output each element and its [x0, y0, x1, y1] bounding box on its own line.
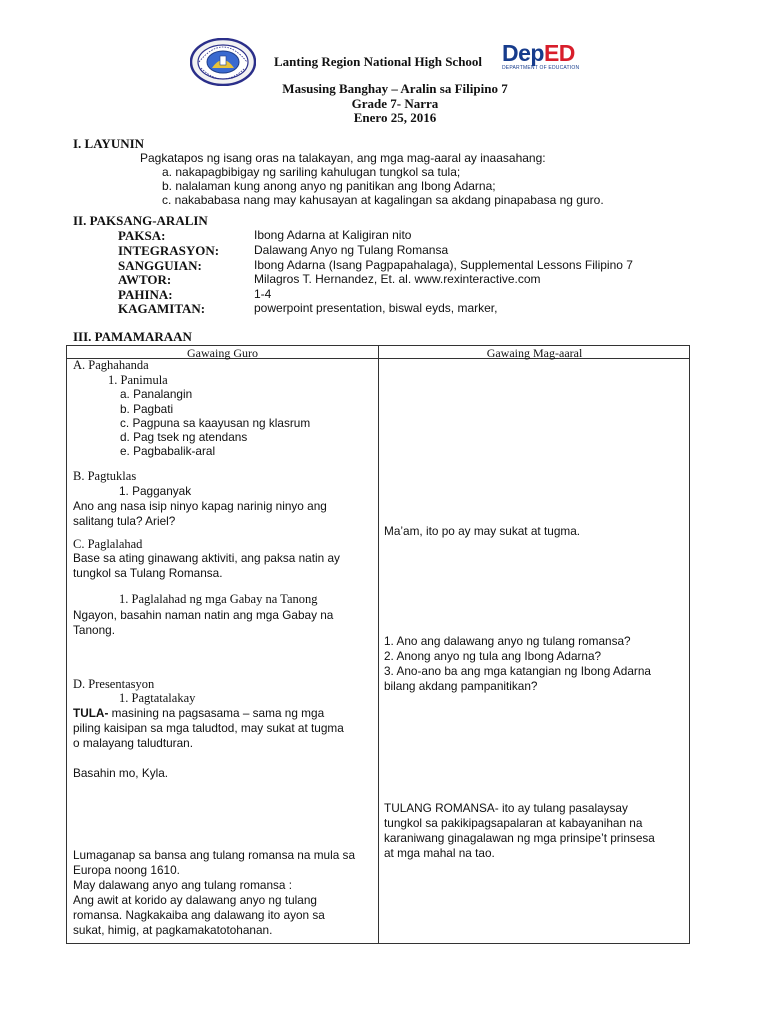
sangguian-value: Ibong Adarna (Isang Pagpapahalaga), Supplemental Lessons Filipino 7	[254, 258, 633, 272]
tulang-romansa-definition-line: at mga mahal na tao.	[384, 846, 495, 860]
tulang-romansa-definition-line: karaniwang ginagalawan ng mga prinsipe’t prinsesa	[384, 831, 655, 845]
deped-logo-word-dep: Dep	[502, 40, 544, 66]
panimula-item: a. Panalangin	[120, 387, 193, 401]
school-seal-logo	[190, 38, 256, 86]
layunin-item-a: a. nakapagbibigay ng sariling kahulugan tungkol sa tula;	[162, 165, 461, 179]
lumaganap-text-line: Europa noong 1610.	[73, 863, 180, 877]
awtor-value: Milagros T. Hernandez, Et. al. www.rexinteractive.com	[254, 272, 541, 286]
kagamitan-label: KAGAMITAN:	[118, 301, 206, 316]
tula-definition-line: piling kaisipan sa mga taludtod, may sukat at tugma	[73, 721, 344, 735]
pagganyak-question-line: Ano ang nasa isip ninyo kapag narinig ninyo ang	[73, 499, 327, 513]
paglalahad-text-line: tungkol sa Tulang Romansa.	[73, 566, 223, 580]
integrasyon-label: INTEGRASYON:	[118, 243, 220, 258]
tulang-romansa-definition-line: TULANG ROMANSA- ito ay tulang pasalaysay	[384, 801, 628, 815]
tula-definition-text: masining na pagsasama – sama ng mga	[108, 706, 325, 720]
layunin-item-c: c. nakababasa nang may kahusayan at kagalingan sa akdang pinapabasa ng guro.	[162, 193, 604, 207]
heading-panimula: 1. Panimula	[108, 373, 168, 387]
gabay-text-line: Tanong.	[73, 623, 115, 637]
paglalahad-text-line: Base sa ating ginawang aktiviti, ang paksa natin ay	[73, 551, 340, 565]
deped-logo-word-ed: ED	[543, 40, 575, 66]
panimula-item: d. Pag tsek ng atendans	[120, 430, 248, 444]
heading-paghahanda: A. Paghahanda	[73, 358, 149, 372]
heading-presentasyon: D. Presentasyon	[73, 677, 155, 691]
student-answer-tula: Ma’am, ito po ay may sukat at tugma.	[384, 524, 581, 538]
heading-pagtuklas: B. Pagtuklas	[73, 469, 137, 483]
integrasyon-value: Dalawang Anyo ng Tulang Romansa	[254, 243, 449, 257]
heading-pagtatalakay: 1. Pagtatalakay	[119, 691, 196, 705]
pagganyak-label: 1. Pagganyak	[119, 484, 192, 498]
layunin-intro: Pagkatapos ng isang oras na talakayan, ang mga mag-aaral ay inaasahang:	[140, 151, 546, 165]
lumaganap-text-line: Lumaganap sa bansa ang tulang romansa na mula sa	[73, 848, 356, 862]
tula-definition-line	[73, 706, 324, 722]
section-heading-pamamaraan: III. PAMAMARAAN	[73, 329, 192, 344]
layunin-item-b: b. nalalaman kung anong anyo ng panitikan ang Ibong Adarna;	[162, 179, 496, 193]
pahina-value: 1-4	[254, 287, 272, 301]
tulang-romansa-definition-line: tungkol sa pakikipagsapalaran at kabayanihan na	[384, 816, 643, 830]
awtor-label: AWTOR:	[118, 272, 172, 287]
table-column-divider	[378, 346, 379, 943]
column-header-gawaing-guro: Gawaing Guro	[187, 346, 258, 360]
paksa-value: Ibong Adarna at Kaligiran nito	[254, 228, 412, 242]
title-line-1: Masusing Banghay – Aralin sa Filipino 7	[282, 81, 508, 96]
document-titles	[0, 82, 768, 126]
kagamitan-value: powerpoint presentation, biswal eyds, marker,	[254, 301, 498, 315]
panimula-item: e. Pagbabalik-aral	[120, 444, 216, 458]
heading-gabay-na-tanong: 1. Paglalahad ng mga Gabay na Tanong	[119, 592, 318, 606]
gabay-question-3-cont: bilang akdang pampanitikan?	[384, 679, 538, 693]
sangguian-label: SANGGUIAN:	[118, 258, 202, 273]
deped-logo	[502, 40, 588, 80]
column-header-gawaing-mag-aaral: Gawaing Mag-aaral	[486, 346, 583, 360]
panimula-item: b. Pagbati	[120, 402, 174, 416]
pamamaraan-table	[66, 345, 690, 944]
school-name: Lanting Region National High School	[274, 54, 483, 69]
awit-korido-text-line: romansa. Nagkakaiba ang dalawang ito ayon sa	[73, 908, 325, 922]
title-line-2: Grade 7- Narra	[351, 95, 439, 111]
pahina-label: PAHINA:	[118, 287, 173, 302]
pagganyak-question-line: salitang tula? Ariel?	[73, 514, 176, 528]
dalawang-anyo-text: May dalawang anyo ang tulang romansa :	[73, 878, 293, 892]
panimula-item: c. Pagpuna sa kaayusan ng klasrum	[120, 416, 311, 430]
awit-korido-text-line: sukat, himig, at pagkamakatotohanan.	[73, 923, 273, 937]
gabay-question-3: 3. Ano-ano ba ang mga katangian ng Ibong Adarna	[384, 664, 651, 678]
gabay-question-2: 2. Anong anyo ng tula ang Ibong Adarna?	[384, 649, 602, 663]
section-heading-layunin: I. LAYUNIN	[73, 136, 145, 151]
section-heading-paksang-aralin: II. PAKSANG-ARALIN	[73, 213, 208, 228]
paksa-label: PAKSA:	[118, 228, 166, 243]
tula-definition-line: o malayang taludturan.	[73, 736, 194, 750]
title-line-3: Enero 25, 2016	[353, 110, 437, 125]
basahin-instruction: Basahin mo, Kyla.	[73, 766, 169, 780]
awit-korido-text-line: Ang awit at korido ay dalawang anyo ng tulang	[73, 893, 317, 907]
tula-term: TULA-	[73, 706, 109, 720]
gabay-text-line: Ngayon, basahin naman natin ang mga Gabay na	[73, 608, 334, 622]
gabay-question-1: 1. Ano ang dalawang anyo ng tulang romansa?	[384, 634, 631, 648]
deped-logo-subtitle: DEPARTMENT OF EDUCATION	[502, 65, 580, 71]
heading-paglalahad: C. Paglalahad	[73, 537, 143, 551]
